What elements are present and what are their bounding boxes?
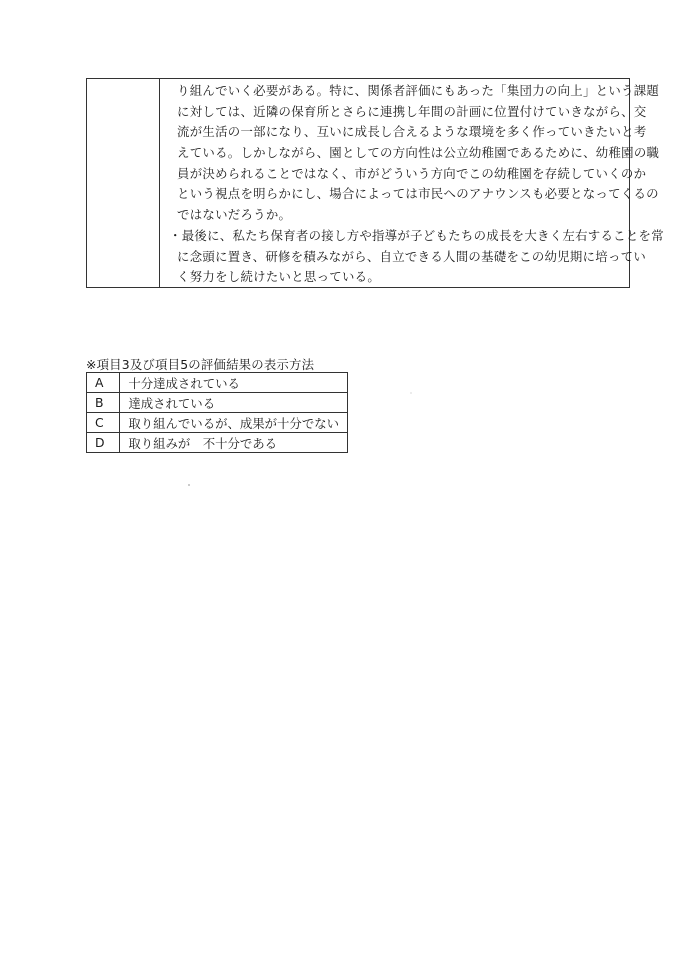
- table-row: [87, 373, 348, 393]
- grade-description-cell: 十分達成されている: [120, 373, 348, 393]
- comment-line: く努力をし続けたいと思っている。: [177, 269, 381, 285]
- comment-line: に念頭に置き、研修を積みながら、自立できる人間の基礎をこの幼児期に培ってい: [177, 248, 647, 264]
- comment-line: に対しては、近隣の保育所とさらに連携し年間の計画に位置付けていきながら、交: [177, 103, 647, 119]
- grade-cell: A: [87, 373, 120, 393]
- scan-speck: [188, 484, 190, 486]
- comment-line: という視点を明らかにし、場合によっては市民へのアナウンスも必要となってくるの: [177, 186, 659, 202]
- comment-text: [167, 81, 664, 288]
- comment-bullet-line: ・最後に、私たち保育者の接し方や指導が子どもたちの成長を大きく左右することを常: [169, 227, 664, 243]
- grade-cell: B: [87, 393, 120, 413]
- grade-description-cell: 取り組みが 不十分である: [120, 433, 348, 453]
- table-row: [87, 413, 348, 433]
- legend-title: ※項目3及び項目5の評価結果の表示方法: [86, 357, 315, 372]
- scan-speck: [410, 392, 412, 394]
- grade-cell: D: [87, 433, 120, 453]
- table-row: [87, 393, 348, 413]
- grade-description-cell: 取り組んでいるが、成果が十分でない: [120, 413, 348, 433]
- evaluation-comment-box: [86, 78, 664, 288]
- comment-line: えている。しかしながら、園としての方向性は公立幼稚園であるために、幼稚園の職: [177, 145, 660, 161]
- evaluation-legend-table: [86, 372, 348, 453]
- column-divider: [159, 79, 160, 287]
- grade-cell: C: [87, 413, 120, 433]
- comment-line: ではないだろうか。: [177, 207, 292, 223]
- table-row: [87, 433, 348, 453]
- grade-description-cell: 達成されている: [120, 393, 348, 413]
- comment-line: 流が生活の一部になり、互いに成長し合えるような環境を多く作っていきたいと考: [177, 124, 647, 140]
- comment-line: り組んでいく必要がある。特に、関係者評価にもあった「集団力の向上」という課題: [177, 83, 660, 98]
- comment-line: 員が決められることではなく、市がどういう方向でこの幼稚園を存続していくのか: [177, 165, 647, 181]
